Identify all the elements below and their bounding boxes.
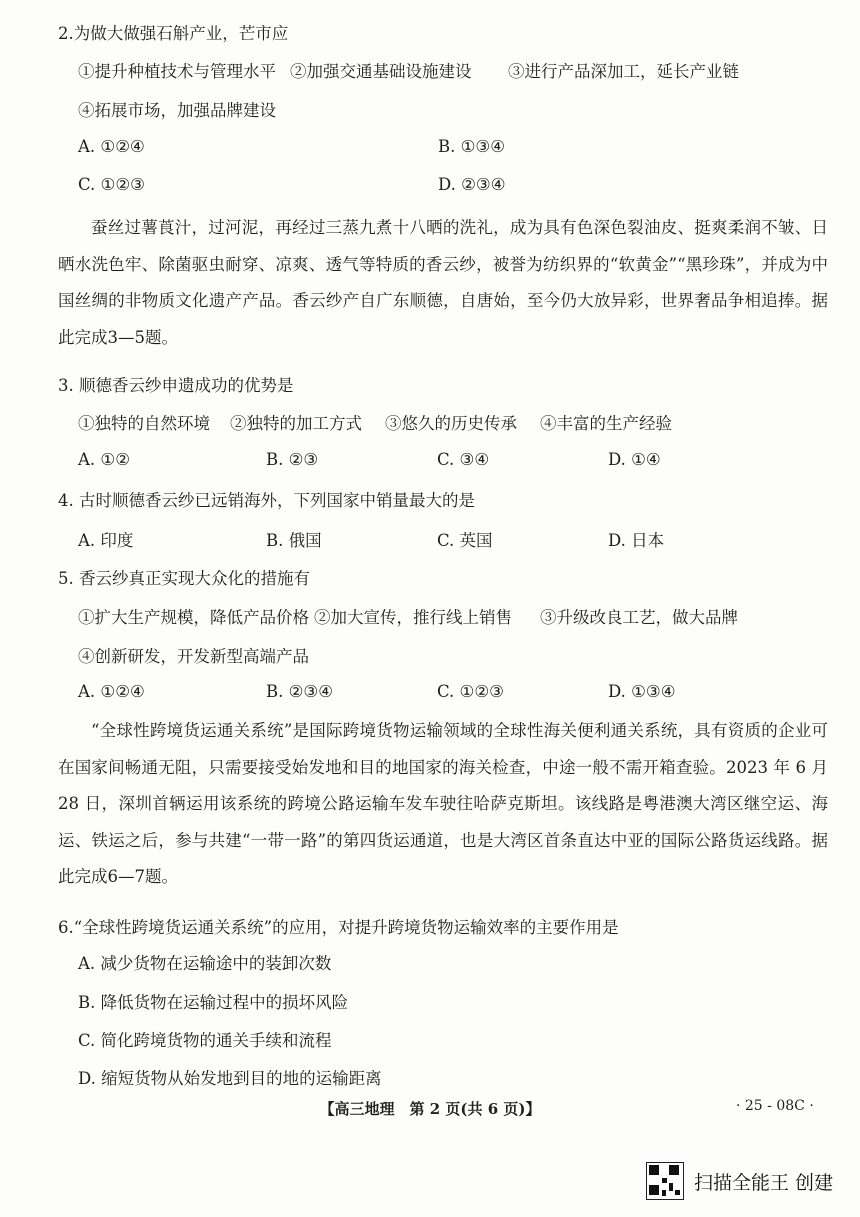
- question-3-stem: 3. 顺德香云纱申遗成功的优势是: [58, 376, 294, 395]
- question-5-item-2: ②加大宣传，推行线上销售: [314, 608, 512, 627]
- question-2-item-3: ③进行产品深加工，延长产业链: [508, 62, 739, 81]
- page-footer: 【高三地理 第 2 页(共 6 页)】: [319, 1100, 541, 1118]
- passage-customs-system: “全球性跨境货运通关系统”是国际跨境货物运输领域的全球性海关便利通关系统，具有资质的企业可在国家间畅通无阻，只需要接受始发地和目的地国家的海关检查，中途一般不需开箱查验。2023 年 6 月 28 日，深圳首辆运用该系统的跨境公路运输车发车驶往哈萨克斯坦。该线路是粤港澳大湾区继空运、海运、铁运之后，参与共建“一带一路”的第四货运通道，也是大湾区首条直达中亚的国际公路货运线路。据此完成6—7题。: [58, 721, 828, 886]
- question-3-item-2: ②独特的加工方式: [230, 414, 362, 433]
- question-5-option-d: D. ①③④: [608, 682, 676, 701]
- question-4-option-b: B. 俄国: [266, 531, 322, 550]
- question-4-option-d: D. 日本: [608, 531, 665, 550]
- question-3-item-1: ①独特的自然环境: [78, 414, 210, 433]
- watermark-text: 扫描全能王 创建: [694, 1171, 834, 1194]
- question-6-option-c: C. 简化跨境货物的通关手续和流程: [78, 1031, 332, 1050]
- exam-code: · 25 - 08C ·: [736, 1098, 814, 1114]
- question-2-item-4: ④拓展市场，加强品牌建设: [78, 101, 276, 120]
- question-6-option-d: D. 缩短货物从始发地到目的地的运输距离: [78, 1069, 382, 1088]
- question-5-item-3: ③升级改良工艺，做大品牌: [540, 608, 738, 627]
- question-3-option-d: D. ①④: [608, 450, 661, 469]
- question-2-option-d: D. ②③④: [438, 175, 506, 194]
- question-5-option-a: A. ①②④: [78, 682, 145, 701]
- scanner-watermark: [646, 1162, 833, 1200]
- question-5-option-c: C. ①②③: [437, 682, 504, 701]
- question-2-option-c: C. ①②③: [78, 175, 145, 194]
- question-6-option-b: B. 降低货物在运输过程中的损坏风险: [78, 993, 349, 1012]
- question-6-option-a: A. 减少货物在运输途中的装卸次数: [78, 954, 332, 973]
- question-3-option-b: B. ②③: [266, 450, 319, 469]
- question-4-stem: 4. 古时顺德香云纱已远销海外，下列国家中销量最大的是: [58, 491, 475, 510]
- passage-xiangyunsha: 蚕丝过薯莨汁，过河泥，再经过三蒸九煮十八晒的洗礼，成为具有色深色裂油皮、挺爽柔润不皱、日晒水洗色牢、除菌驱虫耐穿、凉爽、透气等特质的香云纱，被誉为纺织界的“软黄金”“黑珍珠”，并成为中国丝绸的非物质文化遗产产品。香云纱产自广东顺德，自唐始，至今仍大放异彩，世界奢品争相追捧。据此完成3—5题。: [58, 218, 828, 347]
- question-4-option-c: C. 英国: [437, 531, 493, 550]
- question-2-stem: 2.为做大做强石斛产业，芒市应: [58, 24, 289, 43]
- question-6-stem: 6.“全球性跨境货运通关系统”的应用，对提升跨境货物运输效率的主要作用是: [58, 918, 619, 937]
- qr-code-icon: [646, 1162, 684, 1200]
- question-5-item-1: ①扩大生产规模，降低产品价格: [78, 608, 309, 627]
- question-3-item-4: ④丰富的生产经验: [540, 414, 672, 433]
- question-2-item-1: ①提升种植技术与管理水平: [78, 62, 276, 81]
- question-5-option-b: B. ②③④: [266, 682, 333, 701]
- question-5-stem: 5. 香云纱真正实现大众化的措施有: [58, 569, 310, 588]
- question-2-option-b: B. ①③④: [438, 137, 505, 156]
- question-3-option-c: C. ③④: [437, 450, 490, 469]
- question-2-item-2: ②加强交通基础设施建设: [290, 62, 472, 81]
- question-3-option-a: A. ①②: [78, 450, 130, 469]
- question-4-option-a: A. 印度: [78, 531, 134, 550]
- question-3-item-3: ③悠久的历史传承: [385, 414, 517, 433]
- question-5-item-4: ④创新研发，开发新型高端产品: [78, 647, 309, 666]
- question-2-option-a: A. ①②④: [78, 137, 145, 156]
